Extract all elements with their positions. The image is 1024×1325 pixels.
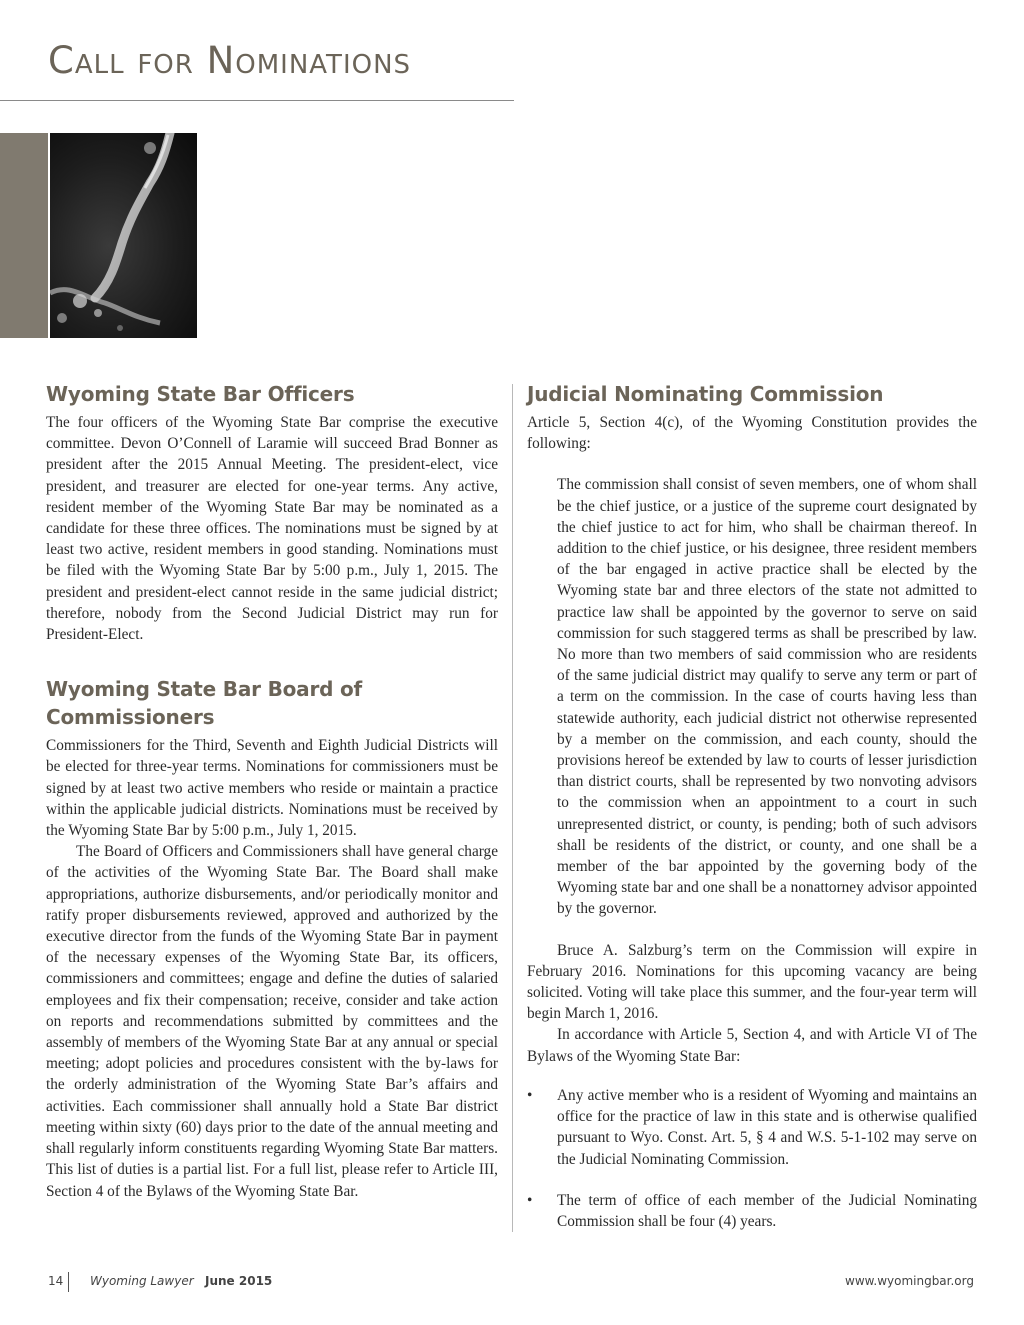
- title-rule: [0, 100, 514, 101]
- website-link[interactable]: www.wyomingbar.org: [845, 1274, 974, 1288]
- jnc-heading: Judicial Nominating Commission: [527, 382, 884, 406]
- commissioners-body-2: The Board of Officers and Commissioners shall have general charge of the activities of the Wyoming State Bar. The Board shall make appropriations, authorize disbursements, and/or periodically monitor and ratify proper disbursements reviewed, approved and authorized by the executive director from the funds of the Wyoming State Bar in payment of the necessary expenses of the Wyoming State Bar, its officers, commissioners and committees; engage and define the duties of salaried employees and fix their compensation; receive, consider and take action on reports and recommendations submitted by committees and the assembly of members of the Wyoming State Bar at any annual or special meeting; adopt policies and procedures consistent with the by-laws for the orderly administration of the Wyoming State Bar’s affairs and activities. Each commissioner shall annually hold a State Bar district meeting within sixty (60) days prior to the date of the annual meeting and shall regularly inform constituents regarding Wyoming State Bar matters. This list of duties is a partial list. For a full list, please refer to Article III, Section 4 of the Bylaws of the Wyoming State Bar.: [46, 843, 498, 1200]
- bullet-icon: •: [527, 1086, 533, 1104]
- issue-date: June 2015: [205, 1274, 273, 1288]
- bullet-icon: •: [527, 1191, 533, 1209]
- officers-heading: Wyoming State Bar Officers: [46, 382, 355, 406]
- jnc-para-1: Bruce A. Salzburg’s term on the Commission will expire in February 2016. Nominations for this upcoming vacancy are being solicited. Voting will take place this summer, and the four-year term will begin March 1, 2016.: [527, 941, 977, 1023]
- list-item: [527, 1190, 977, 1232]
- right-column: [527, 380, 977, 1252]
- bullet-text: Any active member who is a resident of Wyoming and maintains an office for the practice of law in this state and is otherwise qualified pursuant to Wyo. Const. Art. 5, § 4 and W.S. 5-1-102 may serve on the Judicial Nominating Commission.: [557, 1086, 977, 1168]
- column-divider: [512, 384, 513, 1232]
- page-number: 14: [48, 1274, 64, 1288]
- constitution-quote: [557, 474, 977, 919]
- officers-body: The four officers of the Wyoming State Bar comprise the executive committee. Devon O’Connell of Laramie will succeed Brad Bonner as president after the 2015 Annual Meeting. The president-elect, vice president, and treasurer are elected for one-year terms. Any active, resident member of the Wyoming State Bar may be nominated as a candidate for these three offices. The nominations must be signed by at least two active, resident members in good standing. Nominations must be filed with the Wyoming State Bar by 5:00 p.m., July 1, 2015. The president and president-elect cannot reside in the same judicial district; therefore, nobody from the Second Judicial District may run for President-Elect.: [46, 414, 498, 644]
- left-column: [46, 380, 498, 1202]
- jnc-bullet-list: [527, 1085, 977, 1232]
- page-title: Call for Nominations: [48, 39, 412, 82]
- commissioners-body-1: Commissioners for the Third, Seventh and Eighth Judicial Districts will be elected for three-year terms. Nominations for commissioners must be signed by at least two active members who reside or maintain a practice within the applicable judicial districts. Nominations must be received by the Wyoming State Bar by 5:00 p.m., July 1, 2015.: [46, 737, 498, 840]
- decorative-side-bar: [0, 133, 48, 338]
- header-photo: [50, 133, 197, 338]
- footer-separator: [68, 1272, 69, 1292]
- commissioners-heading: Wyoming State Bar Board of Commissioners: [46, 677, 363, 730]
- jnc-para-2: In accordance with Article 5, Section 4, and with Article VI of The Bylaws of the Wyoming State Bar:: [527, 1026, 977, 1065]
- bullet-text: The term of office of each member of the Judicial Nominating Commission shall be four (4) years.: [557, 1191, 977, 1230]
- jnc-intro: Article 5, Section 4(c), of the Wyoming Constitution provides the following:: [527, 414, 977, 453]
- page-footer: [48, 1272, 974, 1294]
- list-item: [527, 1085, 977, 1170]
- publication-name: Wyoming Lawyer: [90, 1274, 194, 1288]
- quote-text: The commission shall consist of seven members, one of whom shall be the chief justice, or a justice of the supreme court designated by the chief justice to act for him, who shall be chairman thereof. In addition to the chief justice, or his designee, three resident members of the bar engaged in active practice shall be elected by the Wyoming state bar and three electors of the state not admitted to practice law shall be appointed by the governor to serve on said commission for such staggered terms as shall be prescribed by law. No more than two members of said commission who are residents of the same judicial district may qualify to serve any term or part of a term on the commission. In the case of courts having less than statewide authority, each judicial district not otherwise represented by a member on the commission, and each county, should the provisions hereof be extended by law to courts of lesser jurisdiction than district courts, shall be represented by two nonvoting advisors to the commission when an appointment to a court in such unrepresented district, or county, is pending; both of such advisors shall be residents of the district, or county, and one shall be a member of the bar appointed by the governing body of the Wyoming state bar and one shall be a nonattorney advisor appointed by the governor.: [557, 476, 977, 918]
